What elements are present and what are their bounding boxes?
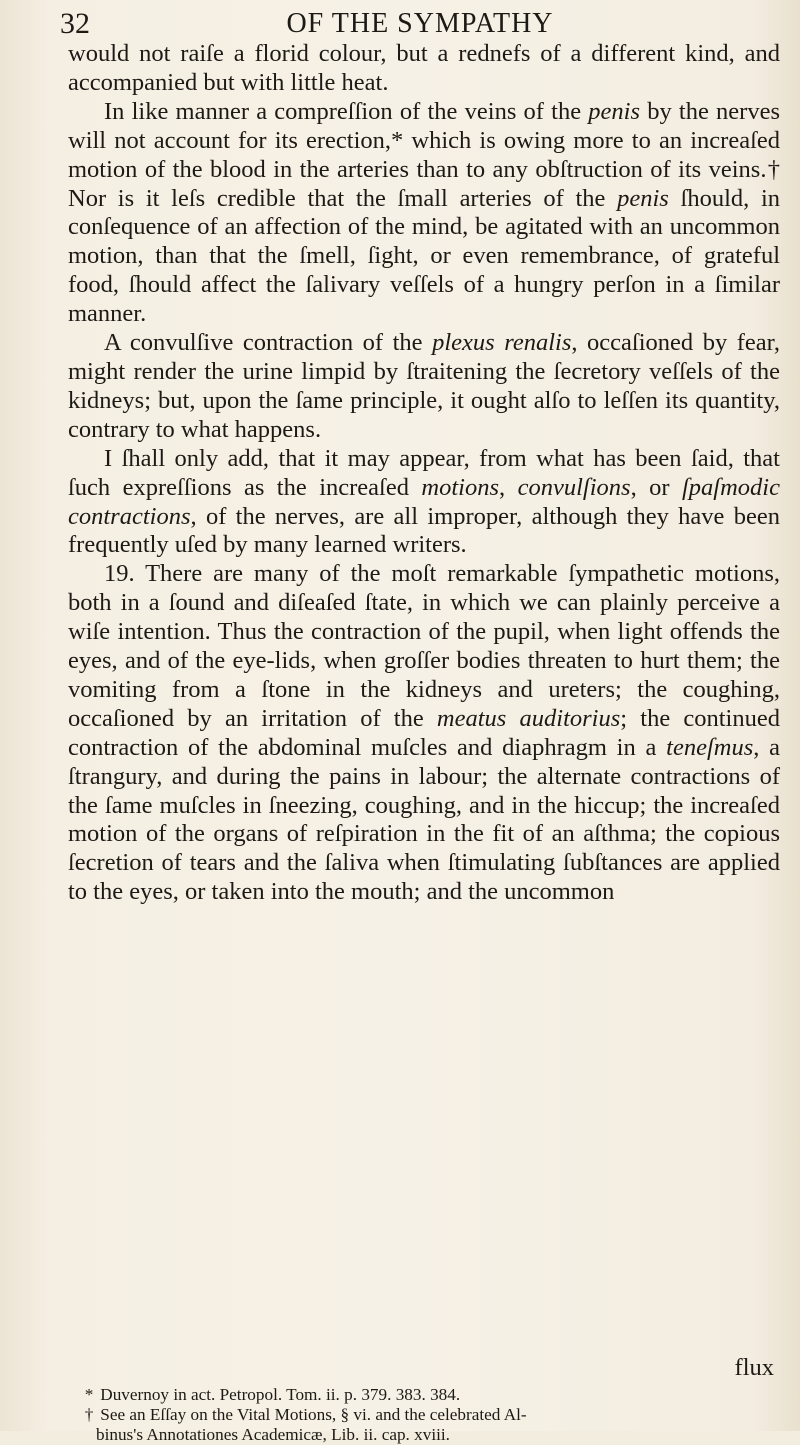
- footnote-mark: †: [84, 1405, 94, 1424]
- page-header: [60, 6, 760, 42]
- italic-term: penis: [617, 184, 669, 212]
- paragraph-5: 19. There are many of the moſt remarkable ſympathetic motions, both in a ſound and diſeaſed ſtate, in which we can plainly perceive a wiſe intention. Thus the contraction of the pupil, when light offends the eyes, and of the eye-lids, when groſſer bodies threaten to hurt them; the vomiting from a ſtone in the kidneys and ureters; the coughing, occaſioned by an irritation of the meatus auditorius; the continued contraction of the abdominal muſcles and diaphragm in a teneſmus, a ſtrangury, and during the pains in labour; the alternate contractions of the ſame muſcles in ſneezing, coughing, and in the hiccup; the increaſed motion of the organs of reſpiration in the fit of an aſthma; the copious ſecretion of tears and the ſaliva when ſtimulating ſubſtances are applied to the eyes, or taken into the mouth; and the uncommon: [68, 560, 780, 906]
- footnote-ref-1: *: [391, 126, 404, 154]
- paragraph-4: I ſhall only add, that it may appear, from what has been ſaid, that ſuch expreſſions as the increaſed motions, convulſions, or ſpaſmodic contractions, of the nerves, are all improper, although they have been frequently uſed by many learned writers.: [68, 444, 780, 559]
- italic-term: motions: [421, 473, 500, 501]
- italic-term: penis: [588, 97, 641, 125]
- running-head: OF THE SYMPATHY: [286, 8, 554, 39]
- footnote-2-continued: binus's Annotationes Academicæ, Lib. ii. cap. xviii.: [96, 1425, 450, 1444]
- page-number: 32: [60, 7, 90, 40]
- paragraph-1: would not raiſe a florid colour, but a rednefs of a different kind, and accompanied but with little heat.: [68, 40, 780, 96]
- italic-term: convulſions: [517, 473, 631, 501]
- footnote-ref-2: †: [766, 155, 781, 183]
- footnote-1: * Duvernoy in act. Petropol. Tom. ii. p. 379. 383. 384.: [82, 1385, 782, 1405]
- italic-term: meatus auditorius: [436, 704, 621, 732]
- italic-term: ſpaſmodic contractions: [68, 473, 780, 530]
- paragraph-3: A convulſive contraction of the plexus renalis, occaſioned by fear, might render the urine limpid by ſtraitening the ſecretory veſſels of the kidneys; but, upon the ſame principle, it ought alſo to leſſen its quantity, contrary to what happens.: [68, 329, 780, 443]
- footnote-2: † See an Eſſay on the Vital Motions, § vi. and the celebrated Al-: [82, 1405, 782, 1425]
- italic-term: plexus renalis: [432, 329, 572, 357]
- body-text: [68, 40, 780, 907]
- italic-term: teneſmus: [666, 733, 754, 761]
- footnote-mark: *: [84, 1385, 94, 1404]
- footnotes: [82, 1385, 782, 1445]
- paragraph-2: In like manner a compreſſion of the veins of the penis by the nerves will not account for its erection,* which is owing more to an increaſed motion of the blood in the arteries than to any obſtruction of its veins.† Nor is it leſs credible that the ſmall arteries of the penis ſhould, in conſequence of an affection of the mind, be agitated with an uncommon motion, than that the ſmell, ſight, or even remembrance, of grateful food, ſhould affect the ſalivary veſſels of a hungry perſon in a ſimilar manner.: [68, 97, 781, 328]
- catchword: flux: [734, 1354, 774, 1381]
